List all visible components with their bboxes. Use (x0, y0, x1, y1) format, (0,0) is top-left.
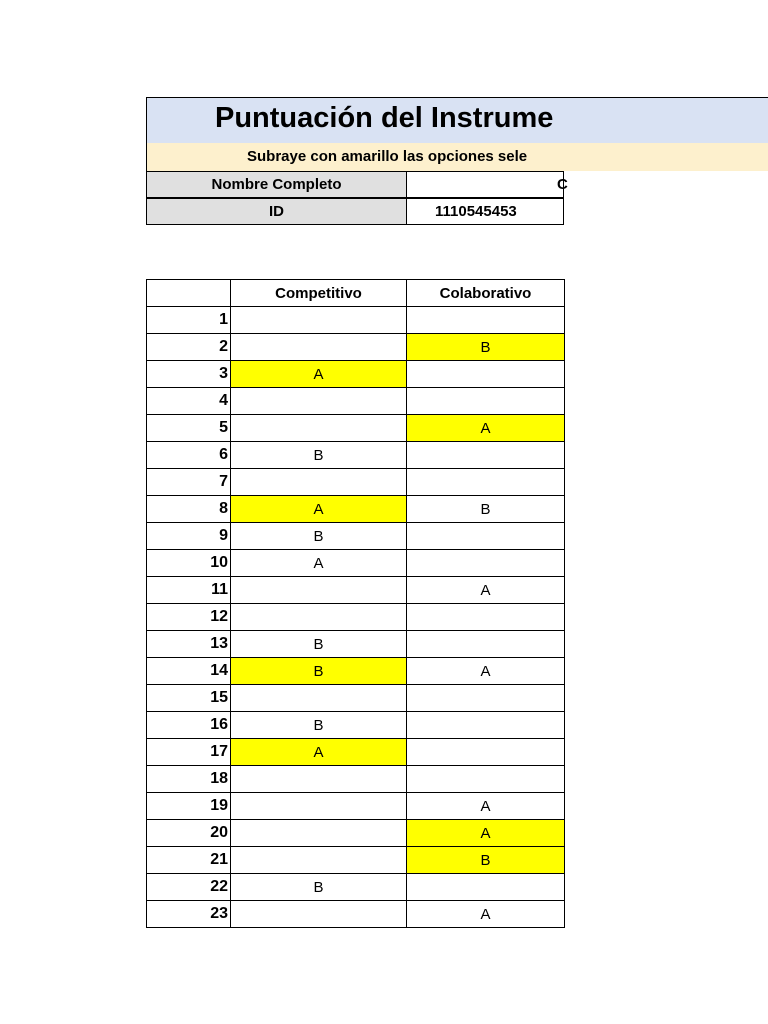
colaborativo-cell[interactable] (407, 307, 565, 334)
colaborativo-cell[interactable] (407, 469, 565, 496)
row-number: 20 (147, 820, 231, 847)
competitivo-cell[interactable]: B (231, 712, 407, 739)
colaborativo-cell[interactable] (407, 874, 565, 901)
competitivo-cell[interactable]: A (231, 550, 407, 577)
table-row (147, 388, 565, 415)
table-row (147, 577, 565, 604)
scores-table (146, 279, 565, 928)
table-row (147, 334, 565, 361)
row-number: 23 (147, 901, 231, 928)
row-number: 11 (147, 577, 231, 604)
row-number: 18 (147, 766, 231, 793)
competitivo-cell[interactable]: A (231, 496, 407, 523)
table-row (147, 415, 565, 442)
competitivo-cell[interactable]: A (231, 361, 407, 388)
name-row (146, 171, 568, 198)
competitivo-cell[interactable] (231, 820, 407, 847)
table-row (147, 496, 565, 523)
competitivo-cell[interactable] (231, 793, 407, 820)
id-label: ID (146, 198, 407, 225)
colaborativo-cell[interactable] (407, 442, 565, 469)
competitivo-cell[interactable]: B (231, 442, 407, 469)
competitivo-cell[interactable]: B (231, 631, 407, 658)
colaborativo-cell[interactable] (407, 604, 565, 631)
row-number: 6 (147, 442, 231, 469)
row-number: 5 (147, 415, 231, 442)
competitivo-cell[interactable] (231, 415, 407, 442)
competitivo-cell[interactable] (231, 334, 407, 361)
page-title: Puntuación del Instrume (215, 102, 554, 134)
table-row (147, 469, 565, 496)
row-number: 9 (147, 523, 231, 550)
colaborativo-cell[interactable]: A (407, 820, 565, 847)
colaborativo-cell[interactable]: A (407, 415, 565, 442)
row-number: 21 (147, 847, 231, 874)
table-row (147, 685, 565, 712)
competitivo-cell[interactable]: B (231, 658, 407, 685)
table-row (147, 604, 565, 631)
competitivo-cell[interactable] (231, 604, 407, 631)
table-row (147, 874, 565, 901)
row-number: 3 (147, 361, 231, 388)
table-row (147, 550, 565, 577)
competitivo-cell[interactable] (231, 847, 407, 874)
row-number: 2 (147, 334, 231, 361)
competitivo-cell[interactable] (231, 388, 407, 415)
competitivo-cell[interactable]: B (231, 874, 407, 901)
title-row (146, 97, 768, 143)
competitivo-cell[interactable] (231, 577, 407, 604)
colaborativo-cell[interactable]: B (407, 496, 565, 523)
competitivo-cell[interactable] (231, 901, 407, 928)
table-header-row (147, 280, 565, 307)
table-body (147, 307, 565, 928)
colaborativo-cell[interactable] (407, 631, 565, 658)
row-number: 15 (147, 685, 231, 712)
colaborativo-cell[interactable]: A (407, 658, 565, 685)
column-header-competitivo: Competitivo (231, 280, 407, 307)
table-row (147, 901, 565, 928)
id-row (146, 198, 564, 225)
table-row (147, 658, 565, 685)
instruction-row (146, 143, 768, 171)
name-value-cell[interactable] (406, 171, 568, 198)
colaborativo-cell[interactable]: A (407, 577, 565, 604)
table-row (147, 442, 565, 469)
table-row (147, 307, 565, 334)
column-header-number (147, 280, 231, 307)
competitivo-cell[interactable] (231, 685, 407, 712)
table-row (147, 361, 565, 388)
competitivo-cell[interactable] (231, 766, 407, 793)
row-number: 12 (147, 604, 231, 631)
colaborativo-cell[interactable] (407, 766, 565, 793)
instruction-text: Subraye con amarillo las opciones sele (247, 148, 528, 165)
row-number: 16 (147, 712, 231, 739)
table-row (147, 793, 565, 820)
competitivo-cell[interactable]: B (231, 523, 407, 550)
id-value-cell[interactable] (406, 198, 564, 225)
table-row (147, 847, 565, 874)
competitivo-cell[interactable] (231, 469, 407, 496)
table-row (147, 739, 565, 766)
colaborativo-cell[interactable] (407, 712, 565, 739)
table-row (147, 523, 565, 550)
colaborativo-cell[interactable] (407, 523, 565, 550)
colaborativo-cell[interactable] (407, 550, 565, 577)
table-row (147, 631, 565, 658)
competitivo-cell[interactable]: A (231, 739, 407, 766)
id-value: 1110545453 (435, 203, 517, 220)
table-row (147, 712, 565, 739)
colaborativo-cell[interactable] (407, 361, 565, 388)
colaborativo-cell[interactable]: B (407, 334, 565, 361)
colaborativo-cell[interactable] (407, 739, 565, 766)
table-row (147, 820, 565, 847)
colaborativo-cell[interactable]: A (407, 793, 565, 820)
colaborativo-cell[interactable] (407, 388, 565, 415)
colaborativo-cell[interactable]: A (407, 901, 565, 928)
row-number: 14 (147, 658, 231, 685)
row-number: 10 (147, 550, 231, 577)
row-number: 19 (147, 793, 231, 820)
row-number: 1 (147, 307, 231, 334)
row-number: 22 (147, 874, 231, 901)
competitivo-cell[interactable] (231, 307, 407, 334)
row-number: 4 (147, 388, 231, 415)
row-number: 8 (147, 496, 231, 523)
row-number: 7 (147, 469, 231, 496)
name-value: C (557, 176, 568, 193)
colaborativo-cell[interactable] (407, 685, 565, 712)
column-header-colaborativo: Colaborativo (407, 280, 565, 307)
table-row (147, 766, 565, 793)
row-number: 17 (147, 739, 231, 766)
row-number: 13 (147, 631, 231, 658)
colaborativo-cell[interactable]: B (407, 847, 565, 874)
name-label: Nombre Completo (146, 171, 407, 198)
